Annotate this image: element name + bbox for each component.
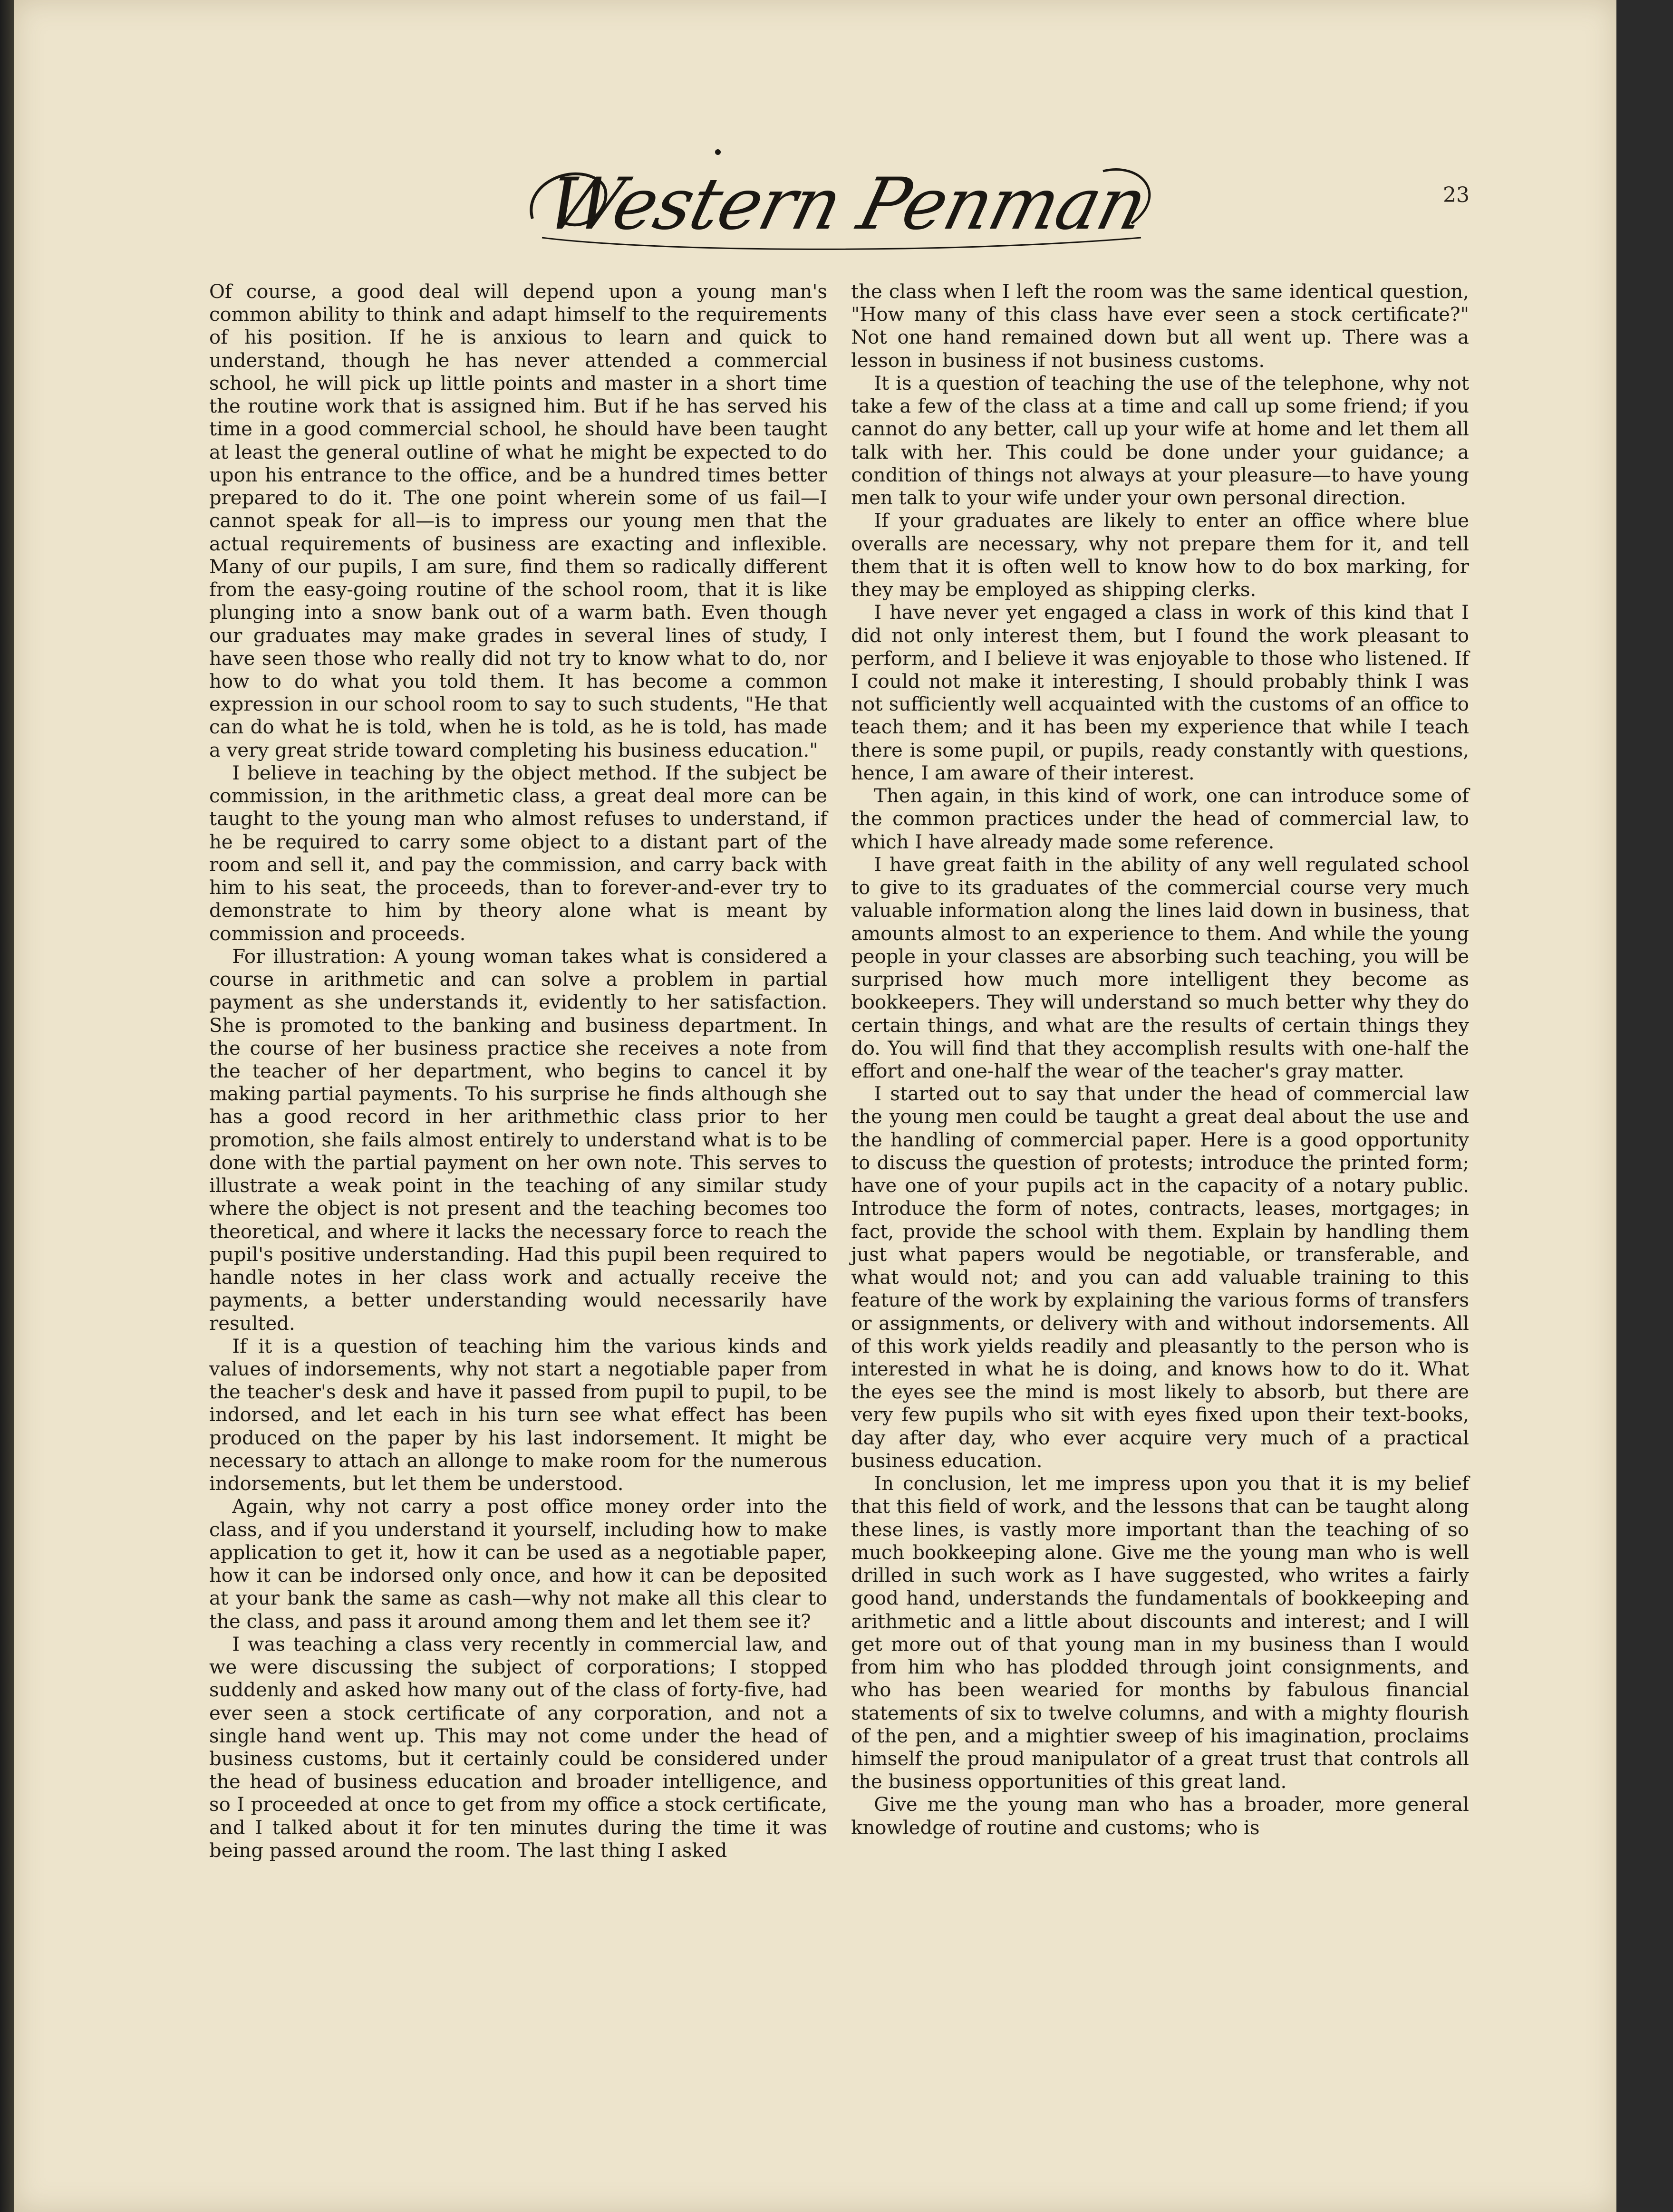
- paragraph: If your graduates are likely to enter an office where blue overalls are necessary, why not prepare them for it, and tell them that it is often well to know how to do box marking, for they may be employed as shipping clerks.: [851, 510, 1469, 601]
- paragraph: Then again, in this kind of work, one can introduce some of the common practices under the head of commercial law, to which I have already made some reference.: [851, 785, 1469, 853]
- paragraph: Give me the young man who has a broader, more general knowledge of routine and customs; who is: [851, 1794, 1469, 1839]
- paragraph: Again, why not carry a post office money order into the class, and if you understand it yourself, including how to make application to get it, how it can be used as a negotiable paper, how it can be indorsed only once, and how it can be deposited at your bank the same as cash—why not make all this clear to the class, and pass it around among them and let them see it?: [209, 1496, 827, 1633]
- paragraph: I have never yet engaged a class in work of this kind that I did not only interest them, but I found the work pleasant to perform, and I believe it was enjoyable to those who listened. If I could not make it interesting, I should probably think I was not sufficiently well acquainted with the customs of an office to teach them; and it has been my experience that while I teach there is some pupil, or pupils, ready constantly with questions, hence, I am aware of their interest.: [851, 602, 1469, 784]
- paragraph: If it is a question of teaching him the various kinds and values of indorsements, why not start a negotiable paper from the teacher's desk and have it passed from pupil to pupil, to be indorsed, and let each in his turn see what effect has been produced on the paper by his last indorsement. It might be necessary to attach an allonge to make room for the numerous indorsements, but let them be understood.: [209, 1335, 827, 1495]
- masthead-title: Western Penman: [538, 163, 1154, 246]
- article-column-right: [851, 280, 1469, 1839]
- paragraph: I started out to say that under the head of commercial law the young men could be taught a great deal about the use and the handling of commercial paper. Here is a good opportunity to discuss the question of protests; introduce the printed form; have one of your pupils act in the capacity of a notary public. Introduce the form of notes, contracts, leases, mortgages; in fact, provide the school with them. Explain by handling them just what papers would be negotiable, or transferable, and what would not; and you can add valuable training to this feature of the work by explaining the various forms of transfers or assignments, or delivery with and without indorsements. All of this work yields readily and pleasantly to the person who is interested in what he is doing, and knows how to do it. What the eyes see the mind is most likely to absorb, but there are very few pupils who sit with eyes fixed upon their text-books, day after day, who ever acquire very much of a practical business education.: [851, 1083, 1469, 1472]
- paragraph: the class when I left the room was the same identical question, "How many of this class have ever seen a stock certificate?" Not one hand remained down but all went up. There was a lesson in business if not business customs.: [851, 281, 1469, 372]
- page-number: 23: [1443, 183, 1470, 207]
- paragraph: I have great faith in the ability of any well regulated school to give to its graduates of the commercial course very much valuable information along the lines laid down in business, that amounts almost to an experience to them. And while the young people in your classes are absorbing such teaching, you will be surprised how much more intelligent they become as bookkeepers. They will understand so much better why they do certain things, and what are the results of certain things they do. You will find that they accomplish results with one-half the effort and one-half the wear of the teacher's gray matter.: [851, 854, 1469, 1082]
- paragraph: For illustration: A young woman takes what is considered a course in arithmetic and can solve a problem in partial payment as she understands it, evidently to her satisfaction. She is promoted to the banking and business department. In the course of her business practice she receives a note from the teacher of her department, who begins to cancel it by making partial payments. To his surprise he finds although she has a good record in her arithmethic class prior to her promotion, she fails almost entirely to understand what is to be done with the partial payment on her own note. This serves to illustrate a weak point in the teaching of any similar study where the object is not present and the teaching becomes too theoretical, and where it lacks the necessary force to reach the pupil's positive understanding. Had this pupil been required to handle notes in her class work and actually receive the payments, a better understanding would necessarily have resulted.: [209, 945, 827, 1335]
- article-column-left: [209, 280, 827, 1862]
- paragraph: In conclusion, let me impress upon you that it is my belief that this field of work, and the lessons that can be taught along these lines, is vastly more important than the teaching of so much bookkeeping alone. Give me the young man who is well drilled in such work as I have suggested, who writes a fairly good hand, understands the fundamentals of bookkeeping and arithmetic and a little about discounts and interest; and I will get more out of that young man in my business than I would from him who has plodded through joint consignments, and who has been wearied for months by fabulous financial statements of six to twelve columns, and with a mighty flourish of the pen, and a mightier sweep of his imagination, proclaims himself the proud manipulator of a great trust that controls all the business opportunities of this great land.: [851, 1473, 1469, 1793]
- paragraph: I believe in teaching by the object method. If the subject be commission, in the arithmetic class, a great deal more can be taught to the young man who almost refuses to understand, if he be required to carry some object to a distant part of the room and sell it, and pay the commission, and carry back with him to his seat, the proceeds, than to forever-and-ever try to demonstrate to him by theory alone what is meant by commission and proceeds.: [209, 762, 827, 945]
- paragraph: It is a question of teaching the use of the telephone, why not take a few of the class at a time and call up some friend; if you cannot do any better, call up your wife at home and let them all talk with her. This could be done under your guidance; a condition of things not always at your pleasure—to have young men talk to your wife under your own personal direction.: [851, 372, 1469, 510]
- paragraph: I was teaching a class very recently in commercial law, and we were discussing the subject of corporations; I stopped suddenly and asked how many out of the class of forty-five, had ever seen a stock certificate of any corporation, and not a single hand went up. This may not come under the head of business customs, but it certainly could be considered under the head of business education and broader intelligence, and so I proceeded at once to get from my office a stock certificate, and I talked about it for ten minutes during the time it was being passed around the room. The last thing I asked: [209, 1633, 827, 1862]
- paragraph: Of course, a good deal will depend upon a young man's common ability to think and adapt himself to the requirements of his position. If he is anxious to learn and quick to understand, though he has never attended a commercial school, he will pick up little points and master in a short time the routine work that is assigned him. But if he has served his time in a good commercial school, he should have been taught at least the general outline of what he might be expected to do upon his entrance to the office, and be a hundred times better prepared to do it. The one point wherein some of us fail—I cannot speak for all—is to impress our young men that the actual requirements of business are exacting and inflexible. Many of our pupils, I am sure, find them so radically different from the easy-going routine of the school room, that it is like plunging into a snow bank out of a warm bath. Even though our graduates may make grades in several lines of study, I have seen those who really did not try to know what to do, nor how to do what you told them. It has become a common expression in our school room to say to such students, "He that can do what he is told, when he is told, as he is told, has made a very great stride toward completing his business education.": [209, 281, 827, 761]
- masthead: [513, 143, 1179, 266]
